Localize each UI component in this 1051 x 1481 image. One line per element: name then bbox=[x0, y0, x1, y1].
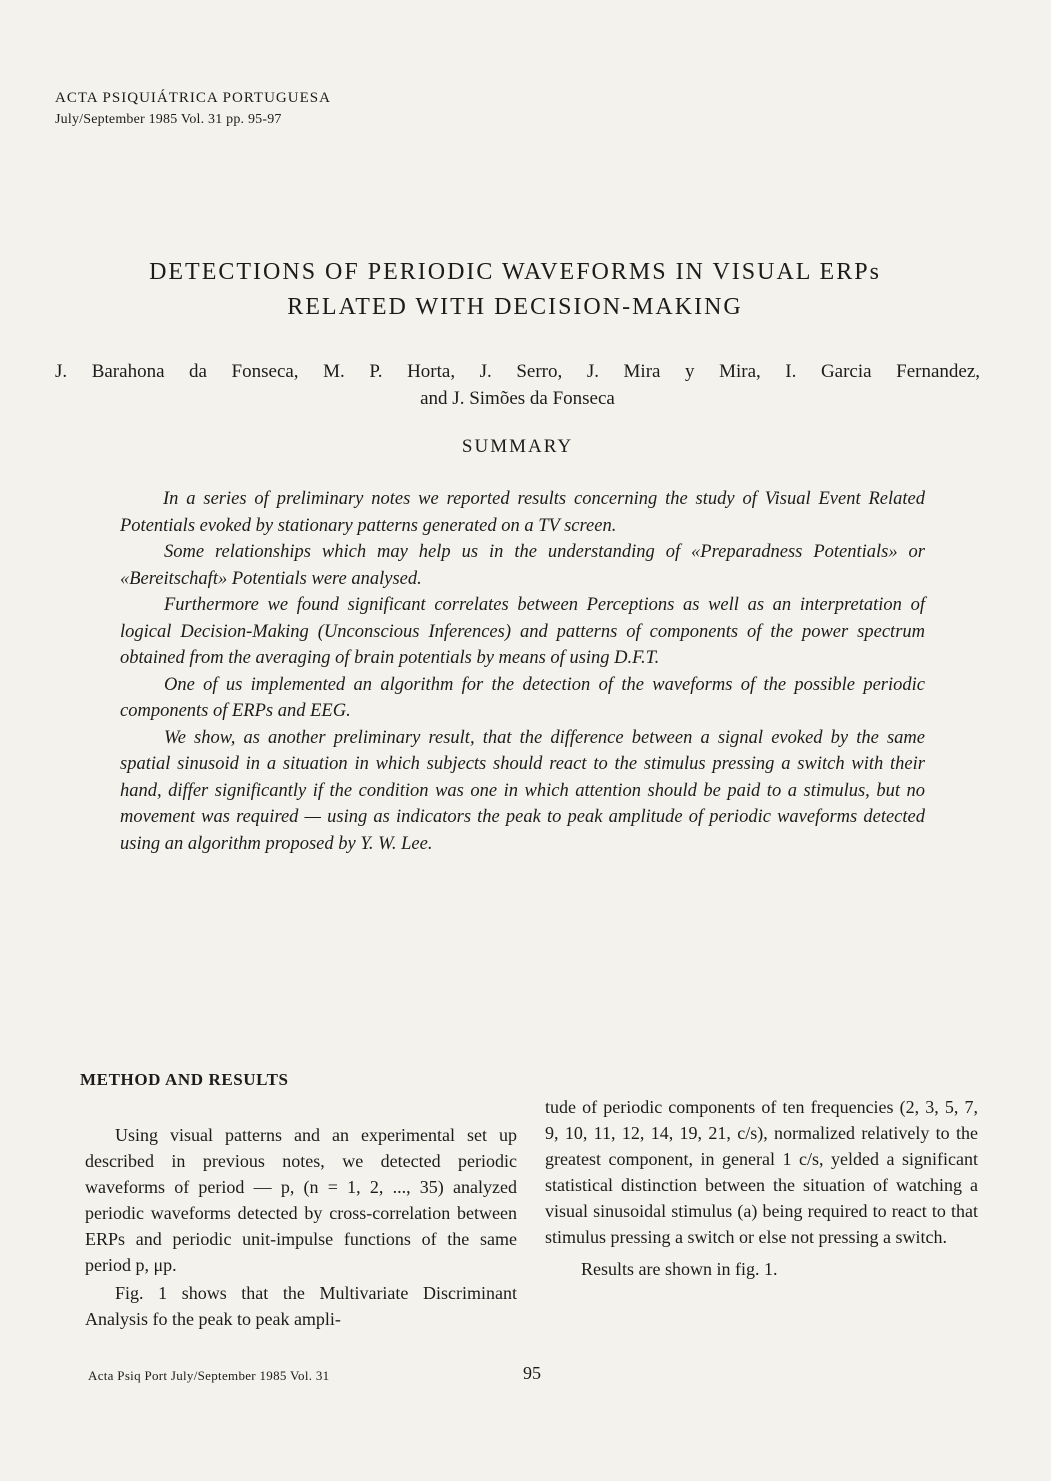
journal-name: ACTA PSIQUIÁTRICA PORTUGUESA bbox=[55, 90, 331, 106]
summary-paragraph: Some relationships which may help us in the understanding of «Preparadness Potentials» or «Bereitschaft» Potentials were analysed. bbox=[120, 542, 925, 589]
method-paragraph: Results are shown in fig. 1. bbox=[581, 1259, 778, 1279]
left-column bbox=[85, 1122, 517, 1334]
author-list bbox=[55, 358, 980, 412]
summary-paragraph: One of us implemented an algorithm for the detection of the waveforms of the possible periodic components of ERPs and EEG. bbox=[120, 674, 925, 721]
authors-line-2: and J. Simões da Fonseca bbox=[420, 388, 615, 409]
summary-body bbox=[120, 486, 925, 857]
journal-issue: July/September 1985 Vol. 31 pp. 95-97 bbox=[55, 112, 282, 127]
title-line-2: RELATED WITH DECISION-MAKING bbox=[287, 294, 743, 320]
article-title bbox=[40, 255, 990, 325]
summary-paragraph: Furthermore we found significant correlates between Perceptions as well as an interpretation of logical Decision-Making (Unconscious Inferences) and patterns of components of the power spectrum obtained from the averaging of brain potentials by means of using D.F.T. bbox=[120, 595, 925, 668]
summary-paragraph: In a series of preliminary notes we reported results concerning the study of Visual Event Related Potentials evoked by stationary patterns generated on a TV screen. bbox=[120, 489, 925, 536]
title-line-1: DETECTIONS OF PERIODIC WAVEFORMS IN VISUAL ERPs bbox=[149, 259, 881, 285]
authors-line-1: J. Barahona da Fonseca, M. P. Horta, J. Serro, J. Mira y Mira, I. Garcia Fernandez, bbox=[55, 361, 980, 382]
method-paragraph: Fig. 1 shows that the Multivariate Discriminant Analysis fo the peak to peak ampli- bbox=[85, 1283, 517, 1329]
footer-citation: Acta Psiq Port July/September 1985 Vol. 31 bbox=[88, 1368, 330, 1383]
journal-header bbox=[55, 88, 331, 130]
summary-paragraph: We show, as another preliminary result, that the difference between a signal evoked by the same spatial sinusoid in a situation in which subjects should react to the stimulus pressing a switch with their hand, differ significantly if the condition was one in which attention should be paid to a stimulus, but no movement was required — using as indicators the peak to peak amplitude of periodic waveforms detected using an algorithm proposed by Y. W. Lee. bbox=[120, 727, 925, 854]
method-paragraph: Using visual patterns and an experimental set up described in previous notes, we detected periodic waveforms of period — p, (n = 1, 2, ..., 35) analyzed periodic waveforms detected by cross-correlation between ERPs and periodic unit-impulse functions of the same period p, μp. bbox=[85, 1125, 517, 1275]
page-number: 95 bbox=[523, 1363, 541, 1383]
method-paragraph: tude of periodic components of ten frequencies (2, 3, 5, 7, 9, 10, 11, 12, 14, 19, 21, c/s), normalized relatively to the greatest component, in general 1 c/s, yelded a significant statistical distinction between the situation of watching a visual sinusoidal stimulus (a) being required to react to that stimulus pressing a switch or else not pressing a switch. bbox=[545, 1097, 978, 1247]
right-column bbox=[545, 1094, 978, 1284]
summary-heading: SUMMARY bbox=[461, 436, 574, 457]
section-heading-method: METHOD AND RESULTS bbox=[80, 1070, 289, 1089]
